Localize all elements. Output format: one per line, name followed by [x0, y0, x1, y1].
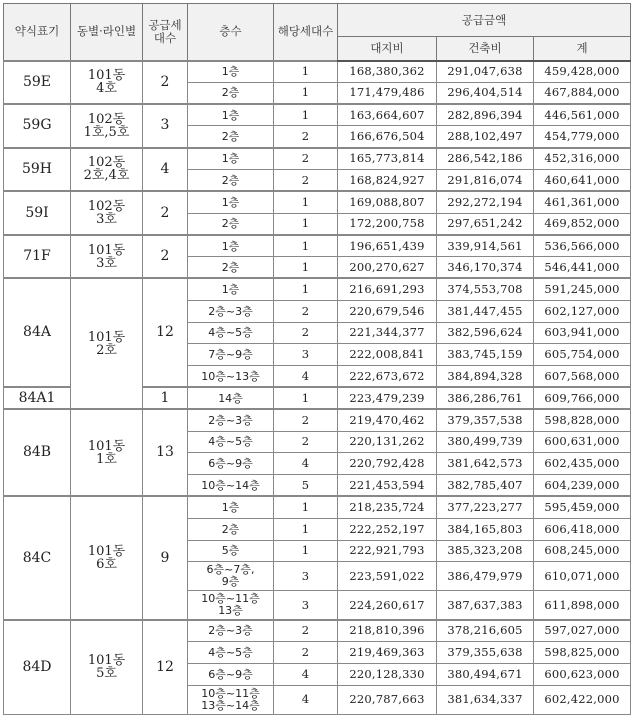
cell-line: 10층~14층 [201, 478, 260, 492]
unit-type-cell: 84C [4, 496, 71, 619]
unit-type-cell: 59E [4, 61, 71, 105]
units-cell: 1 [274, 278, 338, 300]
building-cost-cell: 379,355,638 [437, 642, 534, 664]
cell-line: 10층~13층 [201, 369, 260, 383]
header-units: 해당세대수 [274, 4, 338, 61]
floor-cell [188, 126, 274, 148]
land-cost-cell: 169,088,807 [338, 191, 437, 213]
floor-cell [188, 61, 274, 83]
floor-cell [188, 82, 274, 104]
supply-units-cell: 2 [143, 235, 188, 279]
unit-type-cell: 59G [4, 104, 71, 148]
units-cell: 1 [274, 518, 338, 540]
total-cost-cell: 467,884,000 [534, 82, 631, 104]
floor-cell [188, 591, 274, 620]
unit-type-cell: 84A [4, 278, 71, 387]
total-cost-cell: 606,418,000 [534, 518, 631, 540]
floor-cell [188, 278, 274, 300]
total-cost-cell: 598,828,000 [534, 409, 631, 431]
table-row [4, 148, 631, 170]
units-cell: 1 [274, 213, 338, 235]
land-cost-cell: 165,773,814 [338, 148, 437, 170]
cell-line: 1층 [221, 283, 240, 297]
floor-cell [188, 663, 274, 685]
building-cost-cell: 286,542,186 [437, 148, 534, 170]
total-cost-cell: 469,852,000 [534, 213, 631, 235]
land-cost-cell: 222,921,793 [338, 540, 437, 562]
units-cell: 1 [274, 257, 338, 279]
total-cost-cell: 600,631,000 [534, 431, 631, 453]
cell-line: 5호 [96, 666, 117, 682]
units-cell: 4 [274, 366, 338, 388]
cell-line: 4호 [96, 81, 117, 97]
land-cost-cell: 166,676,504 [338, 126, 437, 148]
units-cell: 1 [274, 235, 338, 257]
building-cost-cell: 386,286,761 [437, 387, 534, 409]
cell-line: 6층~9층 [208, 667, 253, 681]
table-row [4, 409, 631, 431]
units-cell: 2 [274, 322, 338, 344]
cell-line: 4층~5층 [208, 326, 253, 340]
building-cost-cell: 377,223,277 [437, 496, 534, 518]
total-cost-cell: 608,245,000 [534, 540, 631, 562]
cell-line: 6층~7층, [206, 563, 255, 577]
land-cost-cell: 222,252,197 [338, 518, 437, 540]
building-cost-cell: 382,596,624 [437, 322, 534, 344]
building-cost-cell: 381,642,573 [437, 453, 534, 475]
floor-cell [188, 387, 274, 409]
cell-line: 2호 [96, 342, 117, 358]
cell-line: 1층 [221, 239, 240, 253]
floor-cell [188, 518, 274, 540]
total-cost-cell: 461,361,000 [534, 191, 631, 213]
cell-line: 3호 [96, 212, 117, 228]
unit-type-cell: 84B [4, 409, 71, 496]
building-cost-cell: 297,651,242 [437, 213, 534, 235]
cell-line: 2층 [221, 260, 240, 274]
building-cost-cell: 384,894,328 [437, 366, 534, 388]
supply-units-cell: 2 [143, 191, 188, 235]
dong-line-cell [71, 235, 143, 279]
land-cost-cell: 220,792,428 [338, 453, 437, 475]
cell-line: 1층 [221, 195, 240, 209]
land-cost-cell: 220,131,262 [338, 431, 437, 453]
land-cost-cell: 222,008,841 [338, 344, 437, 366]
floor-cell [188, 344, 274, 366]
units-cell: 2 [274, 169, 338, 191]
building-cost-cell: 383,745,159 [437, 344, 534, 366]
total-cost-cell: 459,428,000 [534, 61, 631, 83]
land-cost-cell: 220,679,546 [338, 300, 437, 322]
total-cost-cell: 602,127,000 [534, 300, 631, 322]
building-cost-cell: 382,785,407 [437, 475, 534, 497]
cell-line: 4층~5층 [208, 435, 253, 449]
units-cell: 3 [274, 591, 338, 620]
land-cost-cell: 223,479,239 [338, 387, 437, 409]
cell-line: 2층~3층 [208, 413, 253, 427]
land-cost-cell: 224,260,617 [338, 591, 437, 620]
floor-cell [188, 257, 274, 279]
total-cost-cell: 460,641,000 [534, 169, 631, 191]
building-cost-cell: 380,499,739 [437, 431, 534, 453]
supply-units-cell: 9 [143, 496, 188, 619]
land-cost-cell: 221,344,377 [338, 322, 437, 344]
building-cost-cell: 387,637,383 [437, 591, 534, 620]
floor-cell [188, 213, 274, 235]
units-cell: 2 [274, 642, 338, 664]
floor-cell [188, 431, 274, 453]
floor-cell [188, 475, 274, 497]
building-cost-cell: 282,896,394 [437, 104, 534, 126]
cell-line: 10층~11층 [201, 592, 260, 606]
floor-cell [188, 496, 274, 518]
floor-cell [188, 453, 274, 475]
table-header [4, 4, 631, 61]
supply-units-cell: 13 [143, 409, 188, 496]
cell-line: 5층 [221, 544, 240, 558]
cell-line: 4층~5층 [208, 646, 253, 660]
land-cost-cell: 172,200,758 [338, 213, 437, 235]
cell-line: 102동 [87, 199, 126, 215]
table-row [4, 278, 631, 300]
total-cost-cell: 604,239,000 [534, 475, 631, 497]
cell-line: 7층~9층 [208, 348, 253, 362]
units-cell: 2 [274, 126, 338, 148]
land-cost-cell: 219,469,363 [338, 642, 437, 664]
land-cost-cell: 221,453,594 [338, 475, 437, 497]
floor-cell [188, 191, 274, 213]
total-cost-cell: 609,766,000 [534, 387, 631, 409]
land-cost-cell: 196,651,439 [338, 235, 437, 257]
units-cell: 1 [274, 104, 338, 126]
cell-line: 2호,4호 [83, 168, 130, 184]
dong-line-cell [71, 61, 143, 105]
cell-line: 101동 [87, 68, 126, 84]
table-row [4, 61, 631, 83]
building-cost-cell: 381,634,337 [437, 685, 534, 714]
land-cost-cell: 220,787,663 [338, 685, 437, 714]
unit-type-cell: 71F [4, 235, 71, 279]
header-amount: 공급금액 [338, 4, 631, 37]
supply-units-cell: 1 [143, 387, 188, 409]
building-cost-cell: 386,479,979 [437, 562, 534, 591]
cell-line: 1층 [221, 65, 240, 79]
header-supply-units: 공급세대수 [143, 4, 188, 61]
land-cost-cell: 218,235,724 [338, 496, 437, 518]
supply-price-table [3, 3, 631, 715]
land-cost-cell: 216,691,293 [338, 278, 437, 300]
dong-line-cell [71, 496, 143, 619]
total-cost-cell: 452,316,000 [534, 148, 631, 170]
table-row [4, 496, 631, 518]
total-cost-cell: 598,825,000 [534, 642, 631, 664]
units-cell: 2 [274, 431, 338, 453]
header-dong-line: 동별·라인별 [71, 4, 143, 61]
land-cost-cell: 223,591,022 [338, 562, 437, 591]
units-cell: 2 [274, 300, 338, 322]
floor-cell [188, 322, 274, 344]
units-cell: 2 [274, 409, 338, 431]
units-cell: 2 [274, 620, 338, 642]
dong-line-cell [71, 278, 143, 409]
cell-line: 2층 [221, 522, 240, 536]
building-cost-cell: 339,914,561 [437, 235, 534, 257]
floor-cell [188, 620, 274, 642]
price-table-container [3, 3, 631, 715]
table-row [4, 191, 631, 213]
units-cell: 1 [274, 191, 338, 213]
dong-line-cell [71, 620, 143, 714]
building-cost-cell: 374,553,708 [437, 278, 534, 300]
units-cell: 5 [274, 475, 338, 497]
cell-line: 13층 [218, 604, 243, 618]
cell-line: 9층 [221, 575, 240, 589]
supply-units-cell: 3 [143, 104, 188, 148]
total-cost-cell: 600,623,000 [534, 663, 631, 685]
units-cell: 4 [274, 685, 338, 714]
total-cost-cell: 546,441,000 [534, 257, 631, 279]
cell-line: 1호 [96, 451, 117, 467]
unit-type-cell: 84D [4, 620, 71, 714]
dong-line-cell [71, 148, 143, 192]
supply-units-cell: 2 [143, 61, 188, 105]
floor-cell [188, 148, 274, 170]
units-cell: 4 [274, 453, 338, 475]
units-cell: 1 [274, 496, 338, 518]
units-cell: 1 [274, 540, 338, 562]
cell-line: 2층~3층 [208, 304, 253, 318]
floor-cell [188, 104, 274, 126]
floor-cell [188, 366, 274, 388]
floor-cell [188, 642, 274, 664]
cell-line: 102동 [87, 155, 126, 171]
header-total: 계 [534, 37, 631, 61]
land-cost-cell: 218,810,396 [338, 620, 437, 642]
total-cost-cell: 454,779,000 [534, 126, 631, 148]
table-row [4, 104, 631, 126]
land-cost-cell: 168,824,927 [338, 169, 437, 191]
building-cost-cell: 385,323,208 [437, 540, 534, 562]
cell-line: 2층 [221, 130, 240, 144]
total-cost-cell: 602,435,000 [534, 453, 631, 475]
building-cost-cell: 378,216,605 [437, 620, 534, 642]
building-cost-cell: 291,816,074 [437, 169, 534, 191]
header-land-cost: 대지비 [338, 37, 437, 61]
dong-line-cell [71, 409, 143, 496]
supply-units-cell: 4 [143, 148, 188, 192]
land-cost-cell: 220,128,330 [338, 663, 437, 685]
floor-cell [188, 562, 274, 591]
total-cost-cell: 603,941,000 [534, 322, 631, 344]
total-cost-cell: 591,245,000 [534, 278, 631, 300]
cell-line: 102동 [87, 111, 126, 127]
land-cost-cell: 163,664,607 [338, 104, 437, 126]
cell-line: 13층~14층 [201, 698, 260, 712]
land-cost-cell: 219,470,462 [338, 409, 437, 431]
cell-line: 101동 [87, 544, 126, 560]
cell-line: 10층~11층 [201, 686, 260, 700]
unit-type-cell: 84A1 [4, 387, 71, 409]
total-cost-cell: 602,422,000 [534, 685, 631, 714]
total-cost-cell: 610,071,000 [534, 562, 631, 591]
floor-cell [188, 169, 274, 191]
floor-cell [188, 300, 274, 322]
units-cell: 1 [274, 61, 338, 83]
building-cost-cell: 379,357,538 [437, 409, 534, 431]
building-cost-cell: 288,102,497 [437, 126, 534, 148]
cell-line: 14층 [218, 391, 243, 405]
total-cost-cell: 611,898,000 [534, 591, 631, 620]
table-row [4, 235, 631, 257]
units-cell: 4 [274, 663, 338, 685]
cell-line: 101동 [87, 329, 126, 345]
floor-cell [188, 235, 274, 257]
cell-line: 2층 [221, 217, 240, 231]
unit-type-cell: 59H [4, 148, 71, 192]
building-cost-cell: 381,447,455 [437, 300, 534, 322]
building-cost-cell: 384,165,803 [437, 518, 534, 540]
cell-line: 2층~3층 [208, 624, 253, 638]
total-cost-cell: 605,754,000 [534, 344, 631, 366]
dong-line-cell [71, 104, 143, 148]
cell-line: 101동 [87, 242, 126, 258]
supply-units-cell: 12 [143, 278, 188, 387]
cell-line: 1층 [221, 152, 240, 166]
land-cost-cell: 222,673,672 [338, 366, 437, 388]
land-cost-cell: 171,479,486 [338, 82, 437, 104]
cell-line: 1층 [221, 501, 240, 515]
floor-cell [188, 540, 274, 562]
header-type: 약식표기 [4, 4, 71, 61]
cell-line: 6층~9층 [208, 457, 253, 471]
total-cost-cell: 595,459,000 [534, 496, 631, 518]
dong-line-cell [71, 191, 143, 235]
cell-line: 6호 [96, 557, 117, 573]
table-body [4, 61, 631, 715]
units-cell: 3 [274, 344, 338, 366]
land-cost-cell: 168,380,362 [338, 61, 437, 83]
cell-line: 101동 [87, 653, 126, 669]
units-cell: 1 [274, 82, 338, 104]
header-building-cost: 건축비 [437, 37, 534, 61]
total-cost-cell: 446,561,000 [534, 104, 631, 126]
header-floor: 층수 [188, 4, 274, 61]
units-cell: 1 [274, 387, 338, 409]
land-cost-cell: 200,270,627 [338, 257, 437, 279]
total-cost-cell: 597,027,000 [534, 620, 631, 642]
building-cost-cell: 291,047,638 [437, 61, 534, 83]
cell-line: 3호 [96, 255, 117, 271]
cell-line: 101동 [87, 438, 126, 454]
cell-line: 1호,5호 [83, 124, 130, 140]
building-cost-cell: 296,404,514 [437, 82, 534, 104]
building-cost-cell: 380,494,671 [437, 663, 534, 685]
cell-line: 1층 [221, 108, 240, 122]
units-cell: 2 [274, 148, 338, 170]
building-cost-cell: 346,170,374 [437, 257, 534, 279]
units-cell: 3 [274, 562, 338, 591]
table-row [4, 620, 631, 642]
total-cost-cell: 536,566,000 [534, 235, 631, 257]
unit-type-cell: 59I [4, 191, 71, 235]
floor-cell [188, 409, 274, 431]
cell-line: 2층 [221, 86, 240, 100]
supply-units-cell: 12 [143, 620, 188, 714]
building-cost-cell: 292,272,194 [437, 191, 534, 213]
cell-line: 2층 [221, 173, 240, 187]
total-cost-cell: 607,568,000 [534, 366, 631, 388]
